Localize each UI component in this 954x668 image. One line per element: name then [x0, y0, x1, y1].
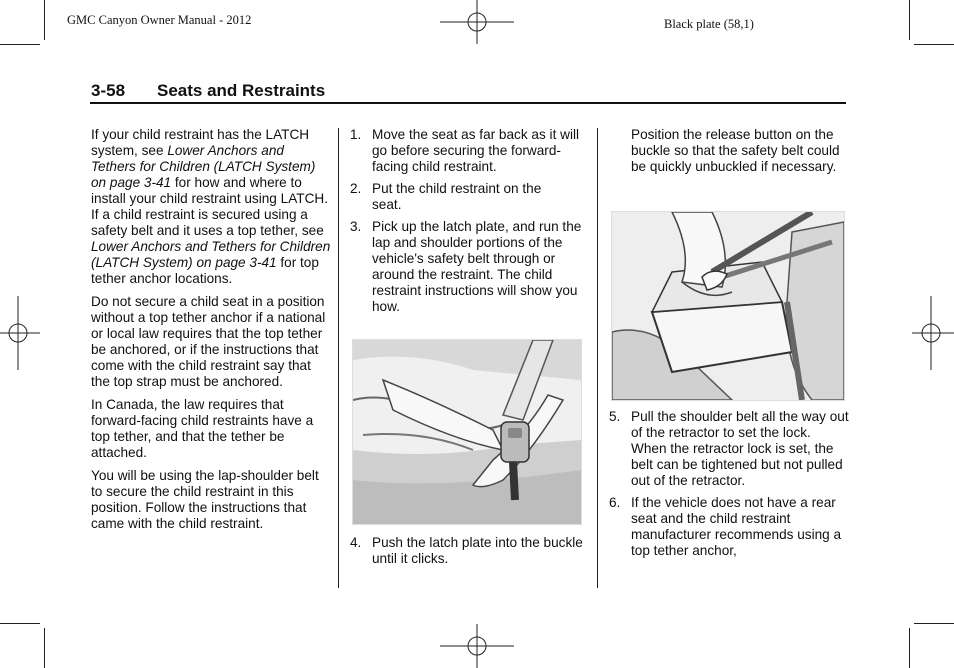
step-continuation: Position the release button on the buckle so that the safety belt could be quickly unbuckled if necessary.: [631, 127, 840, 174]
column-1: [91, 127, 331, 539]
crop-mark: [0, 44, 40, 45]
step-text: Put the child restraint on the seat.: [372, 181, 542, 212]
registration-mark-bottom: [440, 624, 514, 668]
section-heading: [91, 81, 325, 101]
shoulder-belt-illustration: [611, 211, 845, 401]
column-2-bottom: [350, 535, 590, 573]
crop-mark: [44, 628, 45, 668]
manual-title: GMC Canyon Owner Manual - 2012: [67, 13, 252, 27]
crop-mark: [914, 623, 954, 624]
shoulder-belt-drawing: [612, 212, 844, 400]
paragraph-lap-shoulder: You will be using the lap-shoulder belt to secure the child restraint in this position. Follow the instructions that came with the child restraint.: [91, 468, 319, 531]
text: for how and where to install your child restraint using LATCH. If a child restraint is secured using a safety belt and it uses a top tether, see: [91, 175, 328, 238]
step-number: 1.: [350, 127, 362, 142]
latch-buckle-drawing: [353, 340, 581, 524]
step-item: [609, 409, 849, 489]
step-number: 6.: [609, 495, 621, 510]
crop-mark: [909, 0, 910, 40]
cross-reference-link[interactable]: Lower Anchors and Tethers for Children (LATCH System) on page 3-41: [91, 239, 331, 270]
step-text: Pull the shoulder belt all the way out of the retractor to set the lock. When the retractor lock is set, the belt can be tightened but not pulled out of the retractor.: [631, 409, 849, 488]
step-text: Push the latch plate into the buckle until it clicks.: [372, 535, 583, 566]
latch-buckle-illustration: [352, 339, 582, 525]
section-title: Seats and Restraints: [157, 81, 326, 100]
crop-mark: [44, 0, 45, 40]
column-divider: [338, 128, 339, 588]
step-number: 2.: [350, 181, 362, 196]
text: If your child restraint has the LATCH system, see: [91, 127, 310, 158]
heading-rule: [90, 102, 846, 104]
page-number: 3-58: [91, 81, 126, 100]
crop-mark: [909, 628, 910, 668]
step-number: 5.: [609, 409, 621, 424]
step-number: 3.: [350, 219, 362, 234]
crop-mark: [0, 623, 40, 624]
registration-mark-right: [912, 296, 954, 370]
column-2: [350, 127, 590, 321]
step-text: Move the seat as far back as it will go before securing the forward-facing child restraint.: [372, 127, 580, 174]
registration-mark-left: [0, 296, 40, 370]
step-number: 4.: [350, 535, 362, 550]
step-item: [350, 219, 590, 315]
step-item: [350, 181, 590, 213]
step-item: [609, 495, 849, 559]
paragraph-top-tether: Do not secure a child seat in a position without a top tether anchor if a national or local law requires that the top tether be anchored, or if the instructions that come with the child restraint say that the top strap must be anchored.: [91, 294, 326, 389]
column-3-bottom: [609, 409, 849, 565]
plate-label: Black plate (58,1): [664, 17, 754, 31]
registration-mark-top: [440, 0, 514, 44]
step-item: [350, 535, 590, 567]
cross-reference-link[interactable]: Lower Anchors and Tethers for Children (LATCH System) on page 3-41: [91, 143, 316, 190]
step-item: [350, 127, 590, 175]
column-divider: [597, 128, 598, 588]
paragraph-canada: In Canada, the law requires that forward-facing child restraints have a top tether, and that the tether be attached.: [91, 397, 314, 460]
crop-mark: [914, 44, 954, 45]
step-text: Pick up the latch plate, and run the lap and shoulder portions of the vehicle's safety belt through or around the restraint. The child restraint instructions will show you how.: [372, 219, 582, 314]
text: for top tether anchor locations.: [91, 255, 319, 286]
step-text: If the vehicle does not have a rear seat and the child restraint manufacturer recommends using a top tether anchor,: [631, 495, 842, 558]
paragraph-latch: [91, 127, 331, 287]
column-3: [609, 127, 849, 182]
